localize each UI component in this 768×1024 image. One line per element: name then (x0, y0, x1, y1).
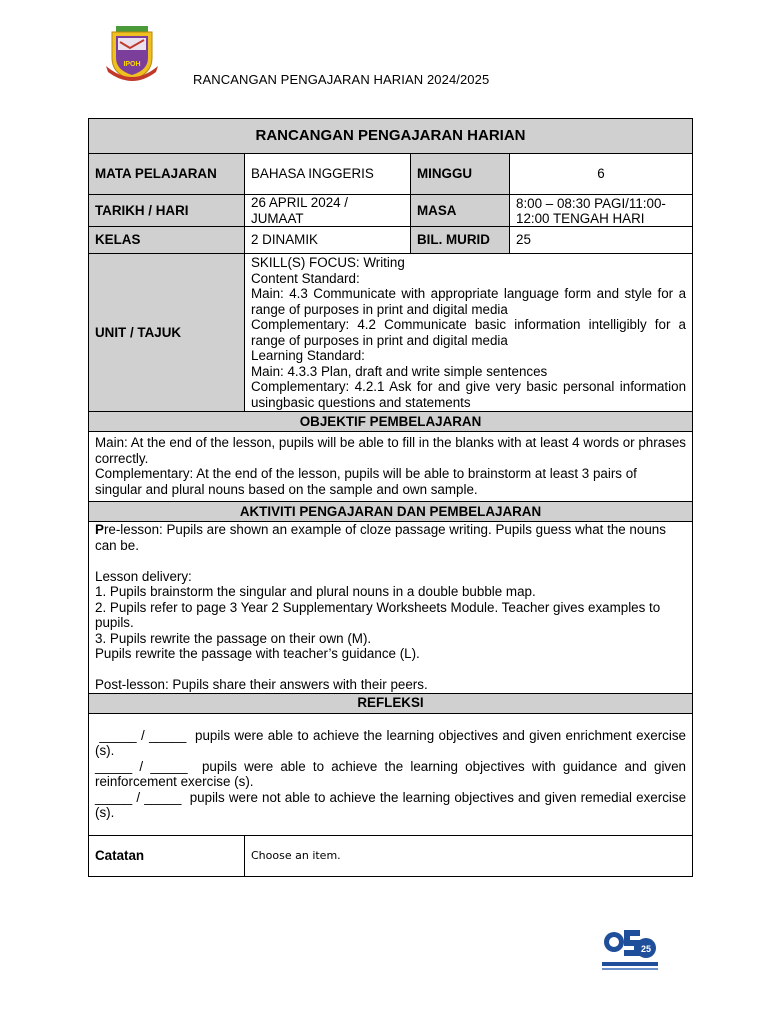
refleksi-enrichment: _____ / _____ pupils were able to achieve the learning objectives and given enrichment exercise (s). (95, 727, 690, 758)
objektif-main: Main: At the end of the lesson, pupils will be able to fill in the blanks with at least 4 words or phrases correctly. (95, 435, 686, 466)
school-logo (100, 22, 164, 86)
catatan-dropdown[interactable]: Choose an item. (245, 835, 693, 876)
unit-line-ls-complementary: Complementary: 4.2.1 Ask for and give very basic personal information usingbasic questions and statements (251, 379, 687, 410)
bil-murid-label: BIL. MURID (411, 227, 510, 254)
unit-content (245, 254, 693, 412)
masa-value (510, 195, 693, 227)
unit-line-complementary: Complementary: 4.2 Communicate basic information intelligibly for a range of purposes in print and digital media (251, 317, 687, 348)
delivery-step-2: 2. Pupils refer to page 3 Year 2 Supplementary Worksheets Module. Teacher gives examples to pupils. (95, 599, 661, 630)
mata-pelajaran-value: BAHASA INGGERIS (245, 154, 411, 195)
unit-line-ls-main: Main: 4.3.3 Plan, draft and write simple sentences (251, 363, 548, 379)
delivery-step-4: Pupils rewrite the passage with teacher’s guidance (L). (95, 646, 420, 661)
delivery-step-1: 1. Pupils brainstorm the singular and plural nouns in a double bubble map. (95, 584, 536, 599)
lesson-plan-table (88, 118, 693, 877)
page-header-title: RANCANGAN PENGAJARAN HARIAN 2024/2025 (193, 72, 490, 87)
objektif-complementary: Complementary: At the end of the lesson, pupils will be able to brainstorm at least 3 pairs of singular and plural nouns based on the sample and own sample. (95, 466, 637, 497)
tarikh-label: TARIKH / HARI (89, 195, 245, 227)
bil-murid-value: 25 (510, 227, 693, 254)
unit-line-main: Main: 4.3 Communicate with appropriate language form and style for a range of purposes in print and digital media (251, 286, 687, 317)
refleksi-reinforcement: _____ / _____ pupils were able to achieve the learning objectives with guidance and given reinforcement exercise (s). (95, 758, 690, 789)
refleksi-content (89, 713, 693, 835)
delivery-step-3: 3. Pupils rewrite the passage on their own (M). (95, 630, 372, 646)
logo-text: IPOH (123, 61, 141, 68)
footer-logo-number: 25 (640, 944, 652, 954)
kelas-value: 2 DINAMIK (245, 227, 411, 254)
kelas-label: KELAS (89, 227, 245, 254)
footer-logo (600, 922, 660, 974)
aktiviti-content (89, 522, 693, 694)
masa-value-line-2: 12:00 TENGAH HARI (516, 210, 645, 226)
pre-lesson-initial: P (95, 522, 104, 537)
pre-lesson-rest: re-lesson: Pupils are shown an example of cloze passage writing. Pupils guess what the nouns can be. (95, 522, 666, 553)
refleksi-header: REFLEKSI (89, 693, 693, 713)
unit-line-skill: SKILL(S) FOCUS: Writing (251, 255, 405, 270)
objektif-header: OBJEKTIF PEMBELAJARAN (89, 412, 693, 432)
mata-pelajaran-label: MATA PELAJARAN (89, 154, 245, 195)
unit-label: UNIT / TAJUK (89, 254, 245, 412)
lesson-delivery-heading: Lesson delivery: (95, 568, 192, 584)
post-lesson-text: Post-lesson: Pupils share their answers with their peers. (95, 677, 428, 692)
masa-value-line-1: 8:00 – 08:30 PAGI/11:00- (516, 195, 666, 211)
tarikh-value: 26 APRIL 2024 / JUMAAT (245, 195, 411, 227)
table-title: RANCANGAN PENGAJARAN HARIAN (89, 119, 693, 154)
unit-line-learning-standard: Learning Standard: (251, 348, 365, 363)
objektif-content (89, 432, 693, 502)
minggu-label: MINGGU (411, 154, 510, 195)
minggu-value: 6 (510, 154, 693, 195)
masa-label: MASA (411, 195, 510, 227)
pre-lesson-text (95, 522, 686, 553)
unit-line-content-standard: Content Standard: (251, 270, 360, 286)
aktiviti-header: AKTIVITI PENGAJARAN DAN PEMBELAJARAN (89, 502, 693, 522)
catatan-label: Catatan (89, 835, 245, 876)
refleksi-remedial: _____ / _____ pupils were not able to achieve the learning objectives and given remedial exercise (s). (95, 789, 690, 820)
